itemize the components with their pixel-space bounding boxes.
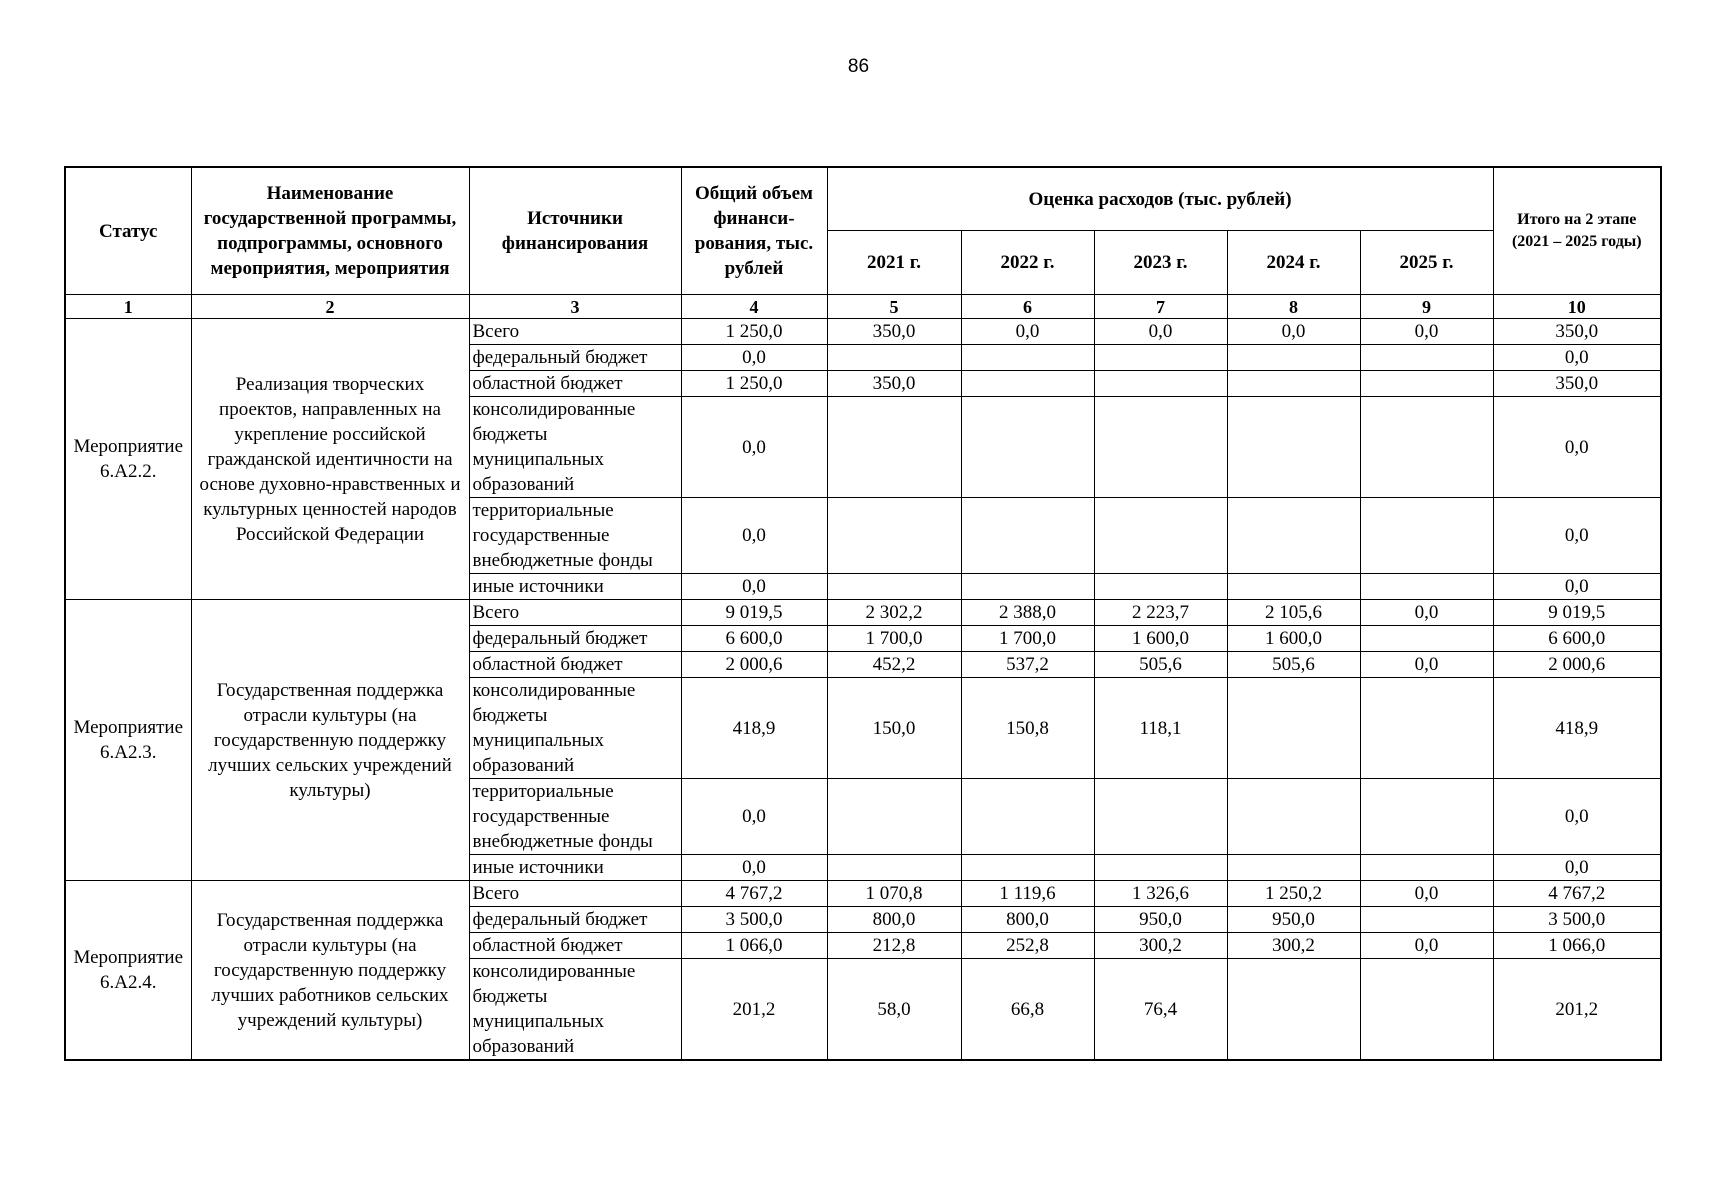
cell-total: 3 500,0 <box>681 907 827 933</box>
activity-name: Реализация творческих проектов, направленных на укрепление российской гражданской идентичности на основе духовно-нравственных и культурных ценностей народов Российской Федерации <box>191 319 469 600</box>
cell-2023: 0,0 <box>1094 319 1227 345</box>
cell-2024 <box>1227 779 1360 855</box>
cell-2023: 1 600,0 <box>1094 626 1227 652</box>
cell-2024 <box>1227 678 1360 779</box>
cell-2025 <box>1360 626 1493 652</box>
table-row <box>65 319 1661 345</box>
cell-total: 0,0 <box>681 855 827 881</box>
cell-stage-total: 0,0 <box>1493 779 1661 855</box>
column-number: 3 <box>469 295 681 319</box>
column-numbers-row <box>65 295 1661 319</box>
cell-stage-total: 6 600,0 <box>1493 626 1661 652</box>
cell-2022: 66,8 <box>961 959 1094 1061</box>
cell-stage-total: 350,0 <box>1493 371 1661 397</box>
cell-stage-total: 1 066,0 <box>1493 933 1661 959</box>
cell-2022: 252,8 <box>961 933 1094 959</box>
cell-2024: 950,0 <box>1227 907 1360 933</box>
header-year-2025: 2025 г. <box>1360 231 1493 295</box>
table-row <box>65 600 1661 626</box>
cell-stage-total: 3 500,0 <box>1493 907 1661 933</box>
table-row <box>65 881 1661 907</box>
cell-2022: 150,8 <box>961 678 1094 779</box>
cell-2025: 0,0 <box>1360 933 1493 959</box>
cell-2025: 0,0 <box>1360 600 1493 626</box>
header-year-2024: 2024 г. <box>1227 231 1360 295</box>
funding-source: иные источники <box>469 574 681 600</box>
cell-2025 <box>1360 779 1493 855</box>
cell-2024 <box>1227 345 1360 371</box>
cell-2024 <box>1227 498 1360 574</box>
cell-2022: 1 700,0 <box>961 626 1094 652</box>
cell-2024 <box>1227 397 1360 498</box>
funding-source: Всего <box>469 319 681 345</box>
cell-2021: 212,8 <box>827 933 961 959</box>
cell-2025 <box>1360 498 1493 574</box>
cell-total: 0,0 <box>681 574 827 600</box>
cell-total: 1 250,0 <box>681 371 827 397</box>
cell-2022 <box>961 371 1094 397</box>
funding-source: областной бюджет <box>469 371 681 397</box>
cell-2024 <box>1227 855 1360 881</box>
cell-2025 <box>1360 907 1493 933</box>
header-year-2022: 2022 г. <box>961 231 1094 295</box>
cell-total: 0,0 <box>681 779 827 855</box>
cell-2023: 118,1 <box>1094 678 1227 779</box>
cell-total: 201,2 <box>681 959 827 1061</box>
cell-stage-total: 0,0 <box>1493 397 1661 498</box>
cell-2023: 300,2 <box>1094 933 1227 959</box>
cell-2024 <box>1227 959 1360 1061</box>
cell-2025 <box>1360 855 1493 881</box>
cell-total: 1 066,0 <box>681 933 827 959</box>
cell-2023 <box>1094 574 1227 600</box>
cell-2024: 1 600,0 <box>1227 626 1360 652</box>
funding-source: Всего <box>469 600 681 626</box>
column-number: 1 <box>65 295 191 319</box>
funding-source: иные источники <box>469 855 681 881</box>
column-number: 5 <box>827 295 961 319</box>
header-status: Статус <box>65 167 191 295</box>
funding-source: областной бюджет <box>469 652 681 678</box>
column-number: 6 <box>961 295 1094 319</box>
cell-total: 4 767,2 <box>681 881 827 907</box>
cell-total: 1 250,0 <box>681 319 827 345</box>
table-body <box>65 319 1661 1061</box>
cell-2023: 950,0 <box>1094 907 1227 933</box>
cell-total: 0,0 <box>681 397 827 498</box>
funding-source: федеральный бюджет <box>469 907 681 933</box>
cell-stage-total: 4 767,2 <box>1493 881 1661 907</box>
activity-status: Мероприятие 6.А2.3. <box>65 600 191 881</box>
cell-2024: 0,0 <box>1227 319 1360 345</box>
cell-2023: 76,4 <box>1094 959 1227 1061</box>
cell-2021: 2 302,2 <box>827 600 961 626</box>
column-number: 8 <box>1227 295 1360 319</box>
column-number: 2 <box>191 295 469 319</box>
cell-2021: 350,0 <box>827 371 961 397</box>
cell-2021: 350,0 <box>827 319 961 345</box>
cell-2025 <box>1360 345 1493 371</box>
funding-source: федеральный бюджет <box>469 345 681 371</box>
header-year-2021: 2021 г. <box>827 231 961 295</box>
cell-2021 <box>827 855 961 881</box>
header-total-volume: Общий объем финанси-рования, тыс. рублей <box>681 167 827 295</box>
column-number: 4 <box>681 295 827 319</box>
activity-name: Государственная поддержка отрасли культуры (на государственную поддержку лучших сельских учреждений культуры) <box>191 600 469 881</box>
page-number: 86 <box>847 56 870 77</box>
cell-2023 <box>1094 855 1227 881</box>
table-header <box>65 167 1661 319</box>
cell-stage-total: 201,2 <box>1493 959 1661 1061</box>
cell-2021: 58,0 <box>827 959 961 1061</box>
cell-stage-total: 418,9 <box>1493 678 1661 779</box>
cell-2023 <box>1094 371 1227 397</box>
cell-2022: 537,2 <box>961 652 1094 678</box>
cell-2022 <box>961 779 1094 855</box>
budget-table <box>64 166 1662 1061</box>
cell-2021 <box>827 345 961 371</box>
cell-2021: 800,0 <box>827 907 961 933</box>
cell-2025: 0,0 <box>1360 881 1493 907</box>
header-stage-total: Итого на 2 этапе (2021 – 2025 годы) <box>1493 167 1661 295</box>
cell-2023: 2 223,7 <box>1094 600 1227 626</box>
cell-2024: 505,6 <box>1227 652 1360 678</box>
cell-2021 <box>827 397 961 498</box>
cell-2024: 2 105,6 <box>1227 600 1360 626</box>
cell-2021 <box>827 779 961 855</box>
activity-name: Государственная поддержка отрасли культуры (на государственную поддержку лучших работников сельских учреждений культуры) <box>191 881 469 1061</box>
cell-2021: 1 070,8 <box>827 881 961 907</box>
funding-source: территориальные государственные внебюджетные фонды <box>469 498 681 574</box>
cell-stage-total: 0,0 <box>1493 345 1661 371</box>
cell-stage-total: 2 000,6 <box>1493 652 1661 678</box>
column-number: 7 <box>1094 295 1227 319</box>
header-estimate: Оценка расходов (тыс. рублей) <box>827 167 1493 231</box>
cell-2022 <box>961 397 1094 498</box>
cell-2022: 2 388,0 <box>961 600 1094 626</box>
cell-total: 0,0 <box>681 498 827 574</box>
cell-2025 <box>1360 678 1493 779</box>
cell-2025: 0,0 <box>1360 319 1493 345</box>
cell-2022: 800,0 <box>961 907 1094 933</box>
cell-2023 <box>1094 779 1227 855</box>
cell-2024 <box>1227 371 1360 397</box>
funding-source: консолидированные бюджеты муниципальных образований <box>469 959 681 1061</box>
cell-2025: 0,0 <box>1360 652 1493 678</box>
funding-source: консолидированные бюджеты муниципальных образований <box>469 678 681 779</box>
header-name: Наименование государственной программы, подпрограммы, основного мероприятия, мероприятия <box>191 167 469 295</box>
column-number: 10 <box>1493 295 1661 319</box>
cell-2024: 300,2 <box>1227 933 1360 959</box>
cell-2022 <box>961 855 1094 881</box>
cell-stage-total: 0,0 <box>1493 574 1661 600</box>
cell-2023 <box>1094 498 1227 574</box>
cell-2023 <box>1094 345 1227 371</box>
header-year-2023: 2023 г. <box>1094 231 1227 295</box>
cell-2024 <box>1227 574 1360 600</box>
cell-2024: 1 250,2 <box>1227 881 1360 907</box>
cell-2023: 1 326,6 <box>1094 881 1227 907</box>
cell-2022: 0,0 <box>961 319 1094 345</box>
cell-2022 <box>961 574 1094 600</box>
cell-stage-total: 0,0 <box>1493 498 1661 574</box>
cell-2021: 452,2 <box>827 652 961 678</box>
cell-total: 0,0 <box>681 345 827 371</box>
cell-2021: 1 700,0 <box>827 626 961 652</box>
funding-source: федеральный бюджет <box>469 626 681 652</box>
cell-total: 418,9 <box>681 678 827 779</box>
cell-2021 <box>827 574 961 600</box>
funding-source: территориальные государственные внебюджетные фонды <box>469 779 681 855</box>
funding-source: консолидированные бюджеты муниципальных образований <box>469 397 681 498</box>
funding-source: Всего <box>469 881 681 907</box>
cell-total: 2 000,6 <box>681 652 827 678</box>
cell-2023: 505,6 <box>1094 652 1227 678</box>
cell-2022 <box>961 345 1094 371</box>
cell-2025 <box>1360 397 1493 498</box>
cell-total: 6 600,0 <box>681 626 827 652</box>
column-number: 9 <box>1360 295 1493 319</box>
cell-stage-total: 0,0 <box>1493 855 1661 881</box>
cell-2021: 150,0 <box>827 678 961 779</box>
cell-2022 <box>961 498 1094 574</box>
cell-stage-total: 350,0 <box>1493 319 1661 345</box>
header-source: Источники финансирования <box>469 167 681 295</box>
cell-2023 <box>1094 397 1227 498</box>
cell-2025 <box>1360 574 1493 600</box>
activity-status: Мероприятие 6.А2.4. <box>65 881 191 1061</box>
cell-total: 9 019,5 <box>681 600 827 626</box>
cell-2021 <box>827 498 961 574</box>
cell-2025 <box>1360 959 1493 1061</box>
cell-2025 <box>1360 371 1493 397</box>
funding-source: областной бюджет <box>469 933 681 959</box>
cell-2022: 1 119,6 <box>961 881 1094 907</box>
cell-stage-total: 9 019,5 <box>1493 600 1661 626</box>
activity-status: Мероприятие 6.А2.2. <box>65 319 191 600</box>
